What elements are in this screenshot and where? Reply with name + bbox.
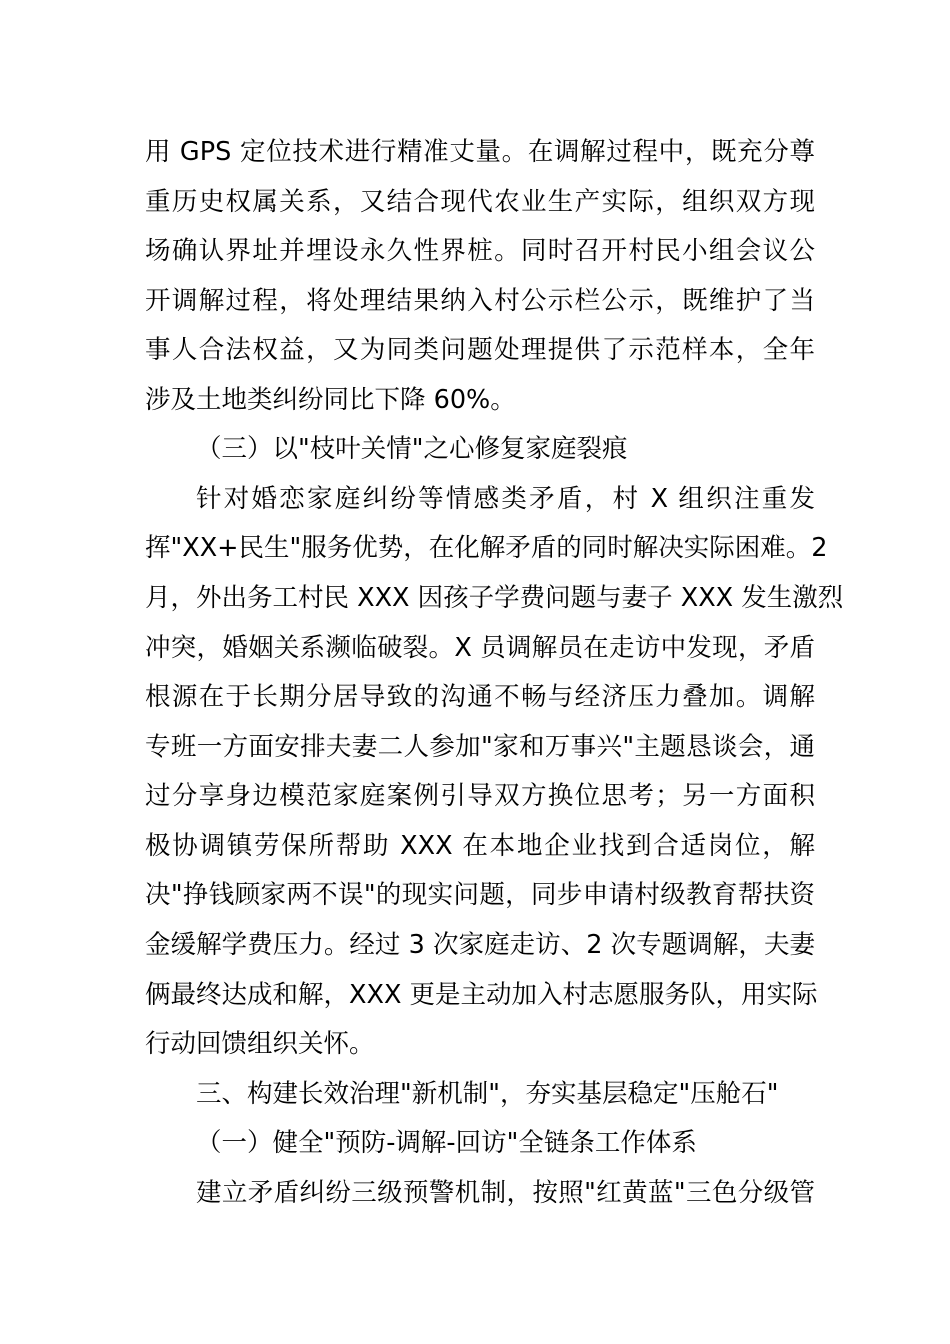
body-text-line: 决"挣钱顾家两不误"的现实问题，同步申请村级教育帮扶资 bbox=[145, 880, 815, 910]
body-text-line: 用 GPS 定位技术进行精准丈量。在调解过程中，既充分尊 bbox=[145, 137, 815, 167]
body-text-line: 行动回馈组织关怀。 bbox=[145, 1029, 375, 1059]
body-text-line: 针对婚恋家庭纠纷等情感类矛盾，村 X 组织注重发 bbox=[196, 484, 815, 514]
body-text-line: 场确认界址并埋设永久性界桩。同时召开村民小组会议公 bbox=[145, 236, 815, 266]
subsection-heading: （一）健全"预防-调解-回访"全链条工作体系 bbox=[196, 1128, 697, 1158]
body-text-line: 俩最终达成和解，XXX 更是主动加入村志愿服务队，用实际 bbox=[145, 980, 818, 1010]
body-text-line: 过分享身边模范家庭案例引导双方换位思考；另一方面积 bbox=[145, 781, 815, 811]
body-text-line: 重历史权属关系，又结合现代农业生产实际，组织双方现 bbox=[145, 187, 815, 217]
body-text-line: 建立矛盾纠纷三级预警机制，按照"红黄蓝"三色分级管 bbox=[196, 1178, 815, 1208]
body-text-line: 极协调镇劳保所帮助 XXX 在本地企业找到合适岗位，解 bbox=[145, 831, 815, 861]
body-text-line: 开调解过程，将处理结果纳入村公示栏公示，既维护了当 bbox=[145, 286, 815, 316]
body-text-line: 专班一方面安排夫妻二人参加"家和万事兴"主题恳谈会，通 bbox=[145, 732, 815, 762]
body-text-line: 涉及土地类纠纷同比下降 60%。 bbox=[145, 385, 516, 415]
body-text-line: 挥"XX+民生"服务优势，在化解矛盾的同时解决实际困难。2 bbox=[145, 533, 828, 563]
subsection-heading: （三）以"枝叶关情"之心修复家庭裂痕 bbox=[196, 434, 628, 464]
body-text-line: 冲突，婚姻关系濒临破裂。X 员调解员在走访中发现，矛盾 bbox=[145, 633, 815, 663]
body-text-line: 根源在于长期分居导致的沟通不畅与经济压力叠加。调解 bbox=[145, 682, 815, 712]
section-heading: 三、构建长效治理"新机制"，夯实基层稳定"压舱石" bbox=[196, 1079, 779, 1109]
body-text-line: 月，外出务工村民 XXX 因孩子学费问题与妻子 XXX 发生激烈 bbox=[145, 583, 844, 613]
body-text-line: 事人合法权益，又为同类问题处理提供了示范样本，全年 bbox=[145, 335, 815, 365]
body-text-line: 金缓解学费压力。经过 3 次家庭走访、2 次专题调解，夫妻 bbox=[145, 930, 815, 960]
